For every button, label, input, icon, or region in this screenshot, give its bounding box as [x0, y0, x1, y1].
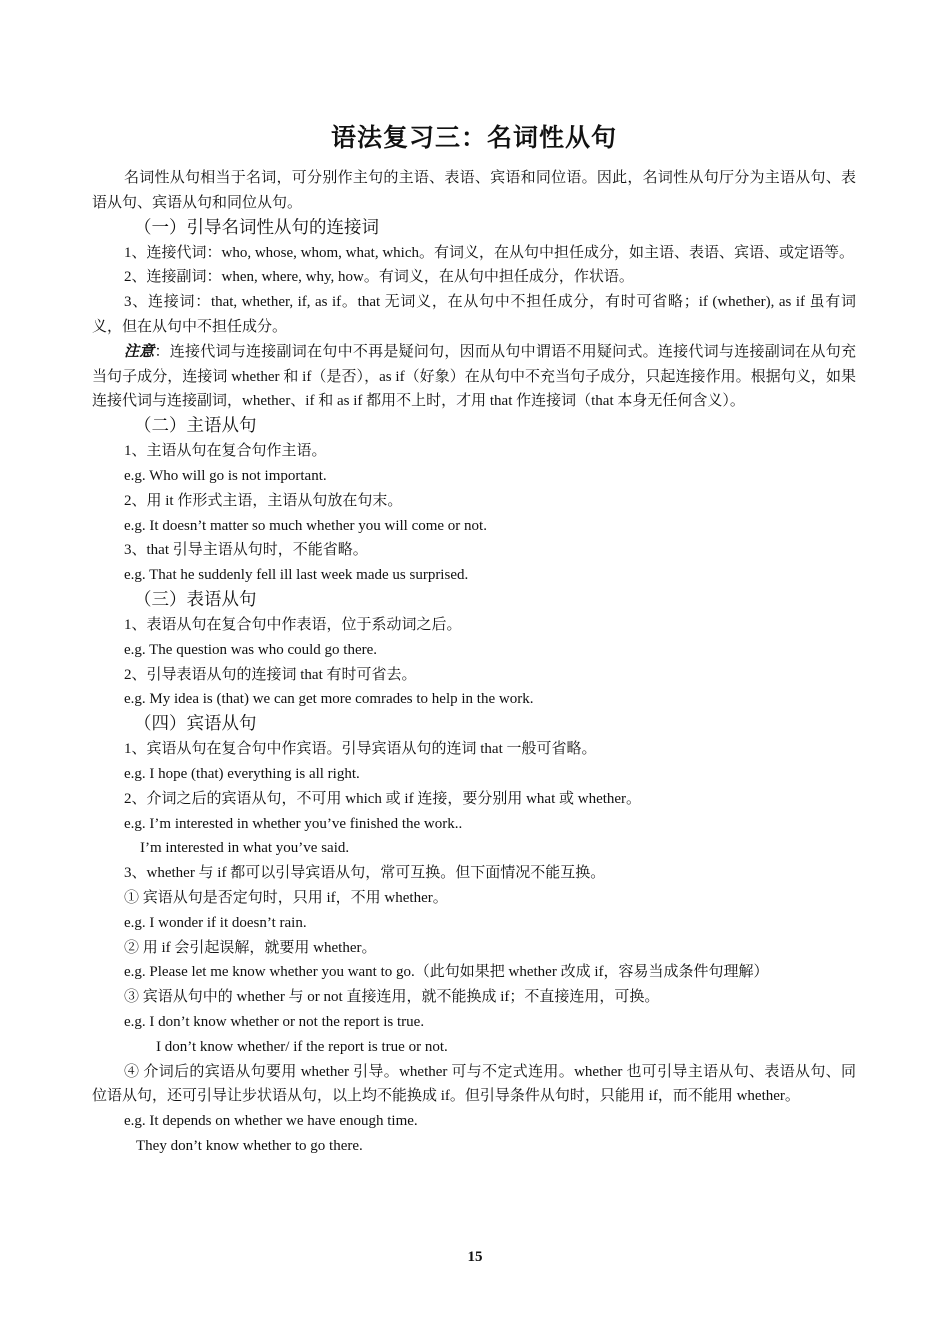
paragraph: 2、介词之后的宾语从句，不可用 which 或 if 连接，要分别用 what 或 whether。	[124, 790, 642, 807]
paragraph: 3、whether 与 if 都可以引导宾语从句，常可互换。但下面情况不能互换。	[124, 865, 606, 882]
example-line: e.g. I’m interested in whether you’ve finished the work..	[124, 815, 463, 832]
example-line: e.g. Who will go is not important.	[124, 467, 327, 484]
paragraph: 3、that 引导主语从句时，不能省略。	[124, 542, 368, 559]
paragraph: 1、连接代词：who, whose, whom, what, which。有词义，在从句中担任成分，如主语、表语、宾语、或定语等。	[124, 244, 854, 261]
paragraph: ④ 介词后的宾语从句要用 whether 引导。whether 可与不定式连用。whether 也可引导主语从句、表语从句、同位语从句，还可引导让步状语从句，以上均不能换成 if。但引导条件从句时，只能用 if，而不能用 whether。	[92, 1063, 856, 1105]
paragraph: 1、宾语从句在复合句中作宾语。引导宾语从句的连词 that 一般可省略。	[124, 741, 597, 758]
section-heading-4: （四）宾语从句	[134, 714, 257, 735]
example-line: e.g. I don’t know whether or not the report is true.	[124, 1013, 425, 1030]
example-line: e.g. That he suddenly fell ill last week made us surprised.	[124, 567, 469, 584]
example-line: e.g. It doesn’t matter so much whether you will come or not.	[124, 517, 487, 534]
section-heading-3: （三）表语从句	[134, 589, 257, 610]
intro-paragraph: 名词性从句相当于名词，可分别作主句的主语、表语、宾语和同位语。因此，名词性从句厅分为主语从句、表语从句、宾语从句和同位从句。	[92, 170, 856, 211]
paragraph: ② 用 if 会引起误解，就要用 whether。	[124, 939, 377, 956]
example-line: They don’t know whether to go there.	[136, 1137, 363, 1154]
paragraph: 2、用 it 作形式主语，主语从句放在句末。	[124, 492, 403, 509]
note-label: 注意	[124, 343, 155, 360]
example-line: e.g. It depends on whether we have enough time.	[124, 1113, 418, 1130]
paragraph: ③ 宾语从句中的 whether 与 or not 直接连用，就不能换成 if；不直接连用，可换。	[124, 989, 660, 1006]
paragraph: 3、连接词：that, whether, if, as if。that 无词义，在从句中不担任成分，有时可省略；if (whether), as if 虽有词义，但在从句中不担任成分。	[92, 294, 856, 335]
example-line: I’m interested in what you’ve said.	[140, 840, 350, 857]
paragraph: 1、主语从句在复合句作主语。	[124, 443, 327, 460]
section-heading-1: （一）引导名词性从句的连接词	[134, 217, 379, 238]
example-line: e.g. Please let me know whether you want to go.（此句如果把 whether 改成 if，容易当成条件句理解）	[124, 964, 769, 981]
example-line: e.g. My idea is (that) we can get more comrades to help in the work.	[124, 691, 534, 708]
example-line: e.g. I wonder if it doesn’t rain.	[124, 914, 307, 931]
example-line: e.g. I hope (that) everything is all right.	[124, 765, 360, 782]
paragraph: 2、连接副词：when, where, why, how。有词义，在从句中担任成分，作状语。	[124, 269, 634, 286]
paragraph: 1、表语从句在复合句中作表语，位于系动词之后。	[124, 616, 462, 633]
note-paragraph	[92, 340, 856, 414]
example-line: e.g. The question was who could go there.	[124, 641, 378, 658]
page-number: 15	[467, 1249, 483, 1265]
document-page	[92, 118, 856, 1159]
page-title: 语法复习三：名词性从句	[330, 125, 617, 152]
section-heading-2: （二）主语从句	[134, 416, 257, 437]
example-line: I don’t know whether/ if the report is true or not.	[156, 1038, 448, 1055]
paragraph: ① 宾语从句是否定句时，只用 if，不用 whether。	[124, 889, 448, 906]
note-text: ：连接代词与连接副词在句中不再是疑问句，因而从句中谓语不用疑问式。连接代词与连接副词在从句充当句子成分，连接词 whether 和 if（是否），as if（好象）在从句中不充当句子成分，只起连接作用。根据句义，如果连接代词与连接副词，whether、if 和 as if 都用不上时，才用 that 作连接词（that 本身无任何含义）。	[92, 343, 856, 410]
paragraph: 2、引导表语从句的连接词 that 有时可省去。	[124, 666, 417, 683]
